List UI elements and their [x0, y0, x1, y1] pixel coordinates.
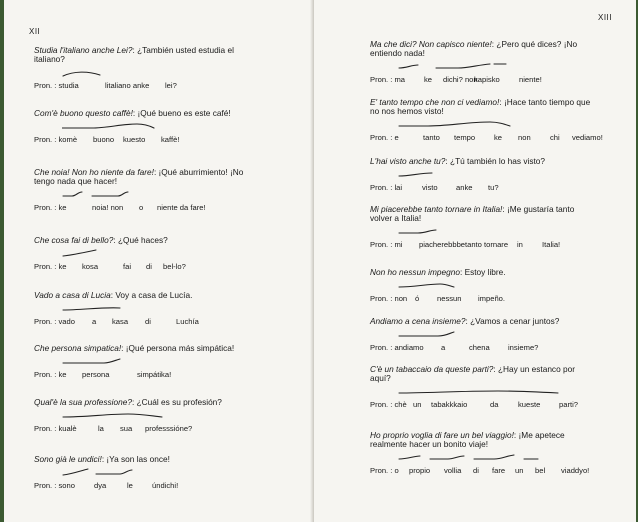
pronunciation-word: parti? [559, 400, 578, 410]
page-number: XII [29, 27, 41, 36]
pronunciation-word: fai [123, 262, 132, 272]
italian-phrase: C'è un tabaccaio da queste parti? [370, 364, 494, 374]
spanish-translation: : ¡Ya son las once! [101, 454, 170, 464]
pronunciation-label: Pron. : ke [34, 262, 67, 272]
intonation-curve [398, 62, 636, 72]
pronunciation-word: vediamo! [572, 133, 603, 143]
italian-phrase: Qual'è la sua professione? [34, 397, 132, 407]
pronunciation-label: Pron. : lai [370, 183, 403, 193]
pronunciation-word: bel-lo? [163, 262, 186, 272]
pronunciation-word: dichi? non [443, 75, 478, 85]
intonation-curve [62, 357, 302, 367]
spanish-translation: : ¿También usted estudia el [132, 45, 234, 55]
pronunciation-word: buono [93, 135, 115, 145]
intonation-curve [62, 411, 302, 421]
phrase-sentence [34, 109, 231, 118]
spanish-translation-continued: tengo nada que hacer! [34, 176, 118, 187]
pronunciation-label: Pron. : ke [34, 370, 67, 380]
italian-phrase: Com'è buono questo caffè! [34, 108, 133, 118]
phrase-sentence [370, 317, 559, 326]
spanish-translation-continued: no nos hemos visto! [370, 106, 444, 117]
phrase-sentence [370, 268, 506, 277]
intonation-curve [398, 170, 636, 180]
intonation-stroke [63, 73, 100, 77]
pronunciation-word: litaliano anke [105, 81, 150, 91]
pronunciation-word: simpátika! [137, 370, 172, 380]
italian-phrase: Vado a casa di Lucia [34, 290, 111, 300]
spanish-translation-continued: volver a Italia! [370, 213, 422, 224]
spanish-translation: : ¡Qué persona más simpática! [121, 343, 235, 353]
pronunciation-word: kaffè! [161, 135, 180, 145]
intonation-curve [62, 468, 302, 478]
spanish-translation: : Estoy libre. [459, 267, 506, 277]
spanish-translation-continued: italiano? [34, 54, 65, 65]
pronunciation-label: Pron. : sono [34, 481, 75, 491]
phrase-sentence [34, 168, 243, 186]
pronunciation-word: Luchía [176, 317, 199, 327]
pronunciation-word: kapisko [474, 75, 500, 85]
intonation-stroke [399, 65, 418, 68]
intonation-curve [62, 304, 302, 314]
intonation-stroke [63, 469, 88, 475]
pronunciation-word: persona [82, 370, 110, 380]
phrase-sentence [34, 291, 192, 300]
pronunciation-word: impeño. [478, 294, 506, 304]
pronunciation-word: dya [94, 481, 107, 491]
pronunciation-word: un [515, 466, 524, 476]
intonation-stroke [92, 192, 128, 196]
pronunciation-label: Pron. : chè [370, 400, 407, 410]
pronunciation-word: tanto tornare [465, 240, 509, 250]
intonation-stroke [399, 391, 558, 393]
pronunciation-word: ke [424, 75, 433, 85]
pronunciation-label: Pron. : vado [34, 317, 75, 327]
intonation-curve [398, 330, 636, 340]
spanish-translation: : ¿Qué haces? [113, 235, 168, 245]
phrase-sentence [370, 205, 574, 223]
pronunciation-word: sua [120, 424, 133, 434]
spanish-translation: : ¡Me gustaría tanto [502, 204, 575, 214]
pronunciation-word: un [413, 400, 422, 410]
pronunciation-label: Pron. : ke [34, 203, 67, 213]
pronunciation-word: o [139, 203, 144, 213]
pronunciation-label: Pron. : ma [370, 75, 406, 85]
intonation-curve [62, 68, 302, 78]
intonation-stroke [63, 250, 96, 256]
italian-phrase: E' tanto tempo che non ci vediamo! [370, 97, 500, 107]
pronunciation-word: da [490, 400, 499, 410]
pronunciation-label: Pron. : o [370, 466, 399, 476]
intonation-stroke [399, 456, 420, 459]
pronunciation-word: tanto [423, 133, 440, 143]
right-page [314, 0, 636, 522]
pronunciation-word: vollia [444, 466, 462, 476]
pronunciation-word: ke [494, 133, 503, 143]
spanish-translation: : ¿Cuál es su profesión? [131, 397, 222, 407]
pronunciation-word: anke [456, 183, 473, 193]
italian-phrase: Ma che dici? Non capisco niente! [370, 39, 492, 49]
pronunciation-label: Pron. : andiamo [370, 343, 424, 353]
pronunciation-word: bel [535, 466, 546, 476]
italian-phrase: Ho proprio voglia di fare un bel viaggio! [370, 430, 514, 440]
pronunciation-word: non [518, 133, 531, 143]
intonation-stroke [430, 456, 464, 459]
phrase-sentence [370, 431, 565, 449]
pronunciation-word: lei? [165, 81, 177, 91]
intonation-stroke [436, 64, 490, 68]
pronunciation-label: Pron. : kualè [34, 424, 77, 434]
intonation-stroke [63, 192, 82, 196]
pronunciation-word: piacherebbbe [419, 240, 466, 250]
pronunciation-word: tempo [454, 133, 476, 143]
phrase-sentence [370, 365, 575, 383]
pronunciation-word: tabakkkaio [431, 400, 468, 410]
pronunciation-word: kueste [518, 400, 541, 410]
pronunciation-word: di [145, 317, 151, 327]
pronunciation-word: ó [415, 294, 420, 304]
spanish-translation-continued: aquí? [370, 373, 391, 384]
italian-phrase: Studia l'italiano anche Lei? [34, 45, 133, 55]
intonation-curve [398, 387, 636, 397]
spanish-translation-continued: realmente hacer un bonito viaje! [370, 439, 489, 450]
intonation-curve [398, 281, 636, 291]
intonation-stroke [399, 230, 436, 233]
intonation-stroke [399, 122, 510, 126]
pronunciation-word: professsióne? [145, 424, 193, 434]
pronunciation-word: di [473, 466, 479, 476]
spanish-translation-continued: entiendo nada! [370, 48, 425, 59]
pronunciation-word: niente! [519, 75, 542, 85]
italian-phrase: Che noia! Non ho niente da fare! [34, 167, 154, 177]
pronunciation-word: chi [550, 133, 560, 143]
pronunciation-word: propio [409, 466, 431, 476]
left-page [4, 0, 313, 522]
pronunciation-word: Italia! [542, 240, 561, 250]
pronunciation-word: di [146, 262, 152, 272]
intonation-stroke [63, 414, 162, 417]
pronunciation-word: nessun [437, 294, 462, 304]
pronunciation-label: Pron. : studia [34, 81, 79, 91]
intonation-curve [62, 249, 302, 259]
phrase-sentence [34, 398, 222, 407]
italian-phrase: Sono già le undici! [34, 454, 102, 464]
intonation-stroke [399, 284, 454, 287]
italian-phrase: Andiamo a cena insieme? [370, 316, 466, 326]
phrase-sentence [370, 40, 577, 58]
intonation-curve [62, 122, 302, 132]
pronunciation-label: Pron. : mi [370, 240, 403, 250]
pronunciation-word: insieme? [508, 343, 539, 353]
spanish-translation: : ¿Vamos a cenar juntos? [465, 316, 560, 326]
phrase-sentence [34, 236, 168, 245]
phrase-sentence [34, 455, 170, 464]
spanish-translation: : ¿Pero qué dices? ¡No [491, 39, 578, 49]
pronunciation-word: le [127, 481, 133, 491]
italian-phrase: L'hai visto anche tu? [370, 156, 446, 166]
italian-phrase: Che persona simpatica! [34, 343, 122, 353]
intonation-stroke [399, 173, 432, 176]
spanish-translation: : Voy a casa de Lucía. [110, 290, 193, 300]
pronunciation-label: Pron. : komè [34, 135, 78, 145]
intonation-curve [398, 453, 636, 463]
spanish-translation: : ¡Hace tanto tiempo que [499, 97, 591, 107]
spanish-translation: : ¡Qué aburrimiento! ¡No [153, 167, 244, 177]
intonation-stroke [62, 124, 154, 128]
pronunciation-word: la [98, 424, 104, 434]
pronunciation-word: visto [422, 183, 438, 193]
pronunciation-word: chena [469, 343, 490, 353]
intonation-curve [62, 190, 302, 200]
italian-phrase: Che cosa fai di bello? [34, 235, 114, 245]
pronunciation-label: Pron. : non [370, 294, 408, 304]
phrase-sentence [34, 46, 234, 64]
phrase-sentence [34, 344, 234, 353]
pronunciation-word: fare [492, 466, 506, 476]
pronunciation-word: úndichi! [152, 481, 179, 491]
page-number: XIII [597, 13, 612, 22]
intonation-stroke [96, 470, 132, 474]
italian-phrase: Non ho nessun impegno [370, 267, 460, 277]
pronunciation-word: kuesto [123, 135, 146, 145]
italian-phrase: Mi piacerebbe tanto tornare in Italia! [370, 204, 503, 214]
intonation-curve [398, 227, 636, 237]
intonation-stroke [63, 308, 120, 310]
intonation-stroke [399, 332, 454, 336]
pronunciation-word: in [517, 240, 523, 250]
spanish-translation: : ¡Me apetece [513, 430, 565, 440]
intonation-stroke [63, 359, 120, 363]
pronunciation-word: a [441, 343, 446, 353]
spanish-translation: : ¿Hay un estanco por [493, 364, 575, 374]
intonation-curve [398, 120, 636, 130]
pronunciation-word: kosa [82, 262, 99, 272]
pronunciation-word: a [92, 317, 97, 327]
spanish-translation: : ¿Tú también lo has visto? [445, 156, 545, 166]
phrase-sentence [370, 98, 590, 116]
intonation-stroke [474, 455, 514, 459]
pronunciation-word: kasa [112, 317, 129, 327]
pronunciation-label: Pron. : e [370, 133, 399, 143]
pronunciation-word: tu? [488, 183, 499, 193]
pronunciation-word: niente da fare! [157, 203, 206, 213]
phrase-sentence [370, 157, 545, 166]
pronunciation-word: noia! non [92, 203, 124, 213]
pronunciation-word: viaddyo! [561, 466, 590, 476]
spanish-translation: : ¡Qué bueno es este café! [132, 108, 231, 118]
